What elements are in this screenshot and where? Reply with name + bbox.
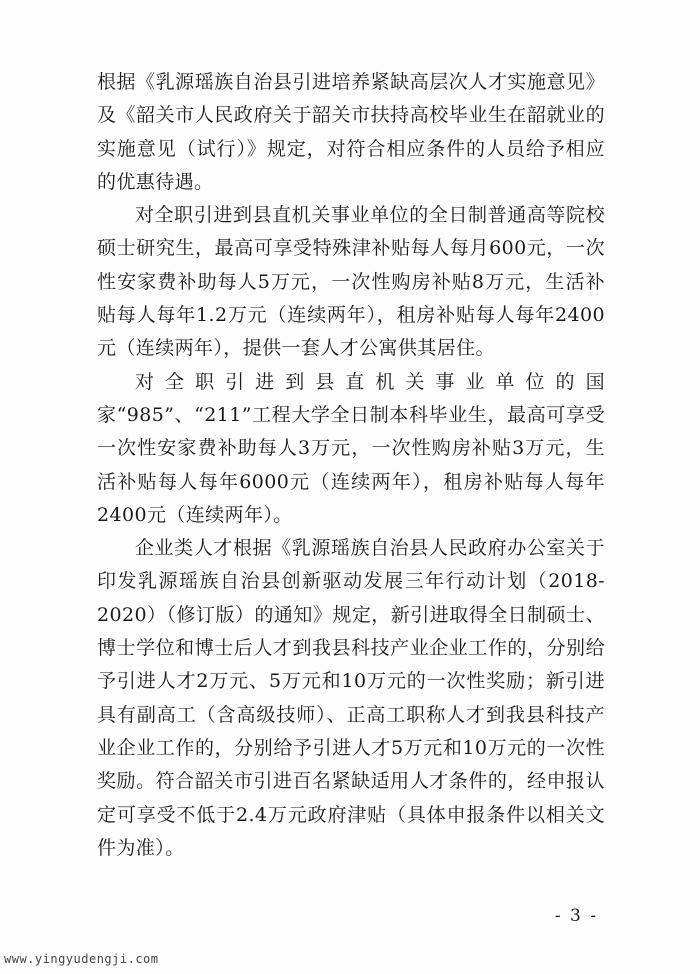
paragraph-masters-benefits: 对全职引进到县直机关事业单位的全日制普通高等院校硕士研究生，最高可享受特殊津补贴每人每月600元，一次性安家费补助每人5万元，一次性购房补贴8万元，生活补贴每人每年1.2万元（连续两年），租房补贴每人每年2400元（连续两年），提供一套人才公寓供其居住。 <box>97 204 605 360</box>
site-watermark: www.yingyudengji.com <box>4 952 159 966</box>
paragraph-enterprise-talent: 企业类人才根据《乳源瑶族自治县人民政府办公室关于印发乳源瑶族自治县创新驱动发展三年行动计划（2018-2020）（修订版）的通知》规定，新引进取得全日制硕士、博士学位和博士后人才到我县科技产业企业工作的，分别给予引进人才2万元、5万元和10万元的一次性奖励；新引进具有副高工（含高级技师）、正高工职称人才到我县科技产业企业工作的，分别给予引进人才5万元和10万元的一次性奖励。符合韶关市引进百名紧缺适用人才条件的，经申报认定可享受不低于2.4万元政府津贴（具体申报条件以相关文件为准）。 <box>97 537 605 859</box>
document-body <box>97 66 605 865</box>
page-number: - 3 - <box>554 906 598 926</box>
paragraph-985-211-benefits: 对全职引进到县直机关事业单位的国家“985”、“211”工程大学全日制本科毕业生，最高可享受一次性安家费补助每人3万元，一次性购房补贴3万元，生活补贴每人每年6000元（连续两年），租房补贴每人每年2400元（连续两年）。 <box>97 370 605 526</box>
paragraph-policy-basis: 根据《乳源瑶族自治县引进培养紧缺高层次人才实施意见》及《韶关市人民政府关于韶关市扶持高校毕业生在韶就业的实施意见（试行）》规定，对符合相应条件的人员给予相应的优惠待遇。 <box>97 71 605 193</box>
